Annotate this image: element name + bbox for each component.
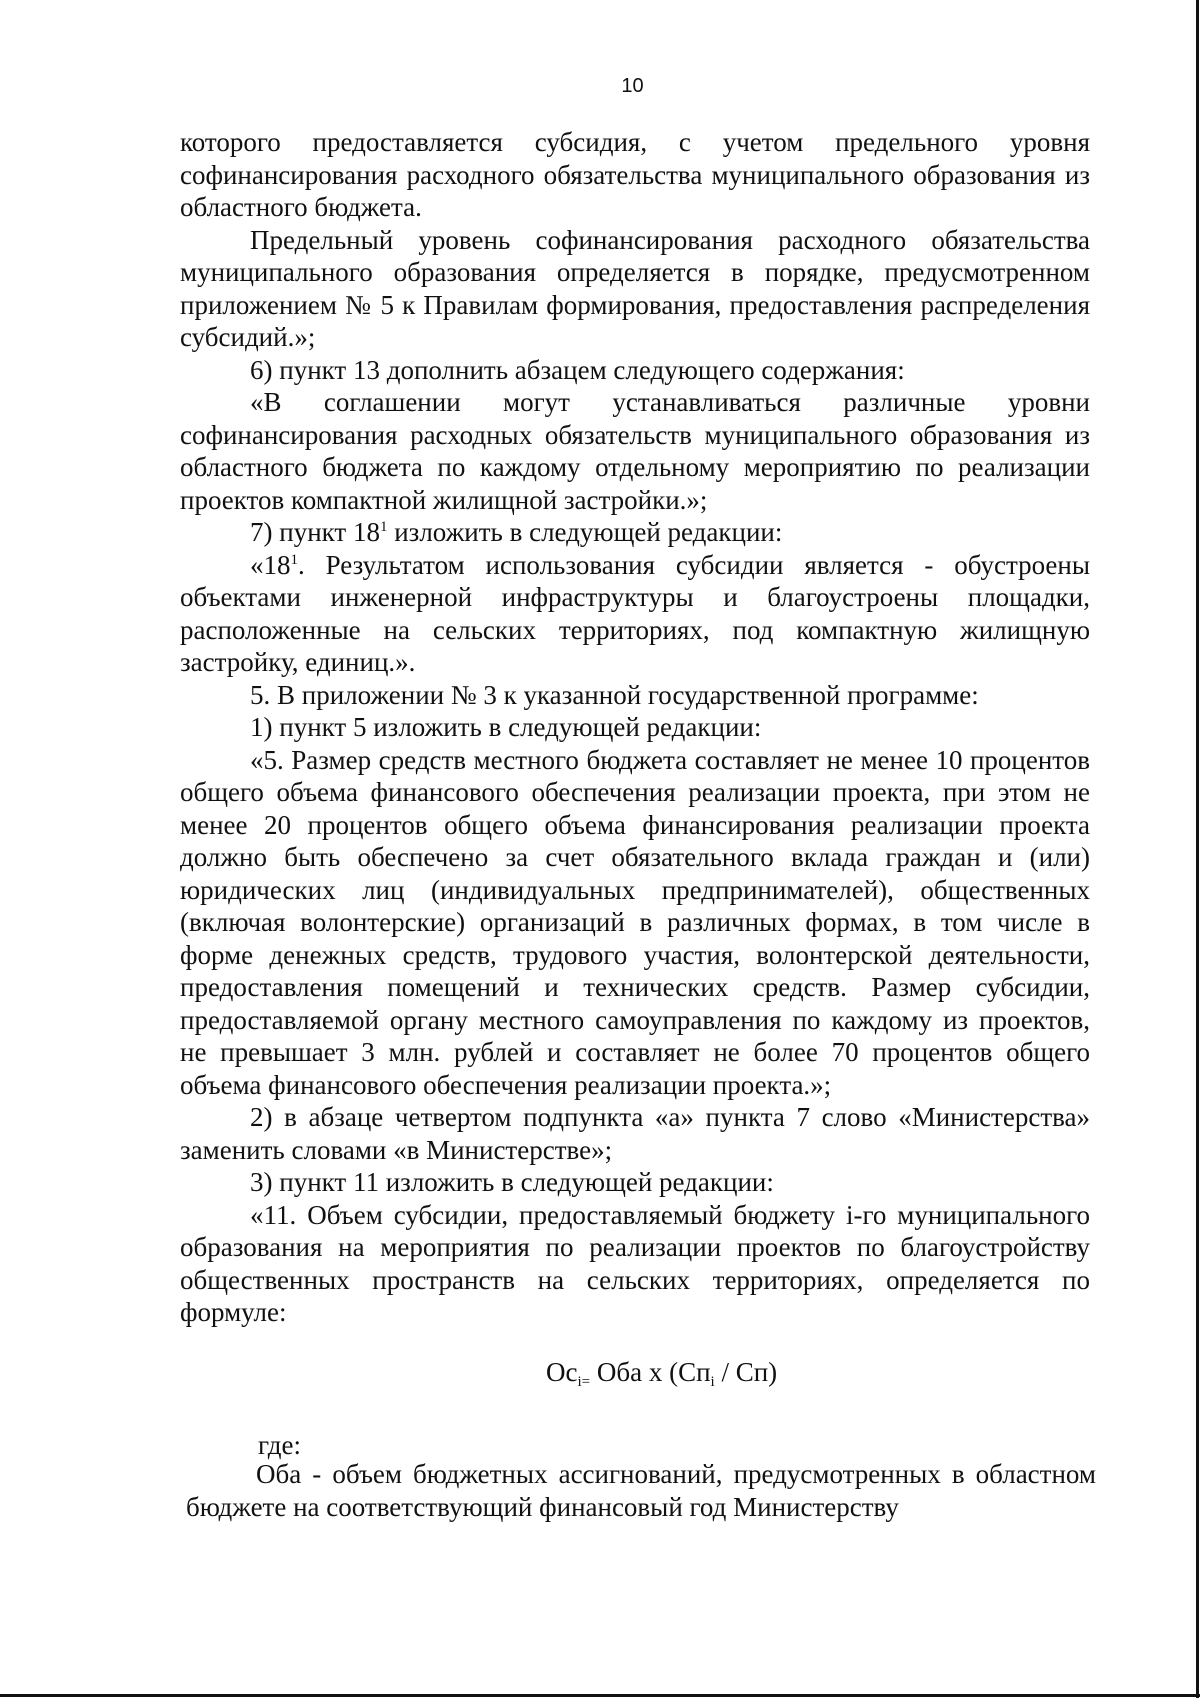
paragraph-subsidy-volume: «11. Объем субсидии, предоставляемый бюджету i-го муниципального образования на мероприятия по реализации проектов по благоустройству общественных пространств на сельских территориях, определяется по формуле: [180,1199,1090,1327]
paragraph-oba-definition: Оба - объем бюджетных ассигнований, предусмотренных в областном бюджете на соответствующий финансовый год Министерству [186,1459,1096,1522]
item-7-superscript: 1 [379,519,388,535]
paragraph-result-of-subsidy [180,549,1090,679]
formula-right-a: Оба х (Сп [596,1357,711,1387]
paragraph-cofinancing-level: Предельный уровень софинансирования расходного обязательства муниципального образования определяется в порядке, предусмотренном приложением № 5 к Правилам формирования, предоставления распределения субсидий.»; [180,224,1090,352]
document-body [180,126,1090,1329]
final-paragraph-block [186,1458,1096,1524]
page-number: 10 [621,75,644,97]
formula-equals: = [581,1374,591,1390]
paragraph-appendix-3: 5. В приложении № 3 к указанной государственной программе: [250,679,979,710]
paragraph-item-7 [180,516,1090,549]
item-7-text-after: изложить в следующей редакции: [387,517,783,547]
formula-right-b: / Сп) [714,1357,778,1387]
paragraph-item-3: 3) пункт 11 изложить в следующей редакции: [250,1167,774,1197]
result-text-after: . Результатом использования субсидии является - обустроены объектами инженерной инфраструктуры и благоустроены площадки, расположенные на сельских территориях, под компактную жилищную застройку, единиц.». [180,549,1090,677]
result-text-before: «18 [250,549,291,580]
formula-right-subscript: i [710,1374,715,1390]
paragraph-item-2: 2) в абзаце четвертом подпункта «а» пункта 7 слово «Министерства» заменить словами «в Министерстве»; [180,1102,1090,1165]
paragraph-local-budget-size: «5. Размер средств местного бюджета составляет не менее 10 процентов общего объема финансового обеспечения реализации проекта, при этом не менее 20 процентов общего объема финансирования реализации проекта должно быть обеспечено за счет обязательного вклада граждан и (или) юридических лиц (индивидуальных предпринимателей), общественных (включая волонтерские) организаций в различных формах, в том числе в форме денежных средств, трудового участия, волонтерской деятельности, предоставления помещений и технических средств. Размер субсидии, предоставляемой органу местного самоуправления по каждому из проектов, не превышает 3 млн. рублей и составляет не более 70 процентов общего объема финансового обеспечения реализации проекта.»; [180,744,1090,1100]
formula-left-subscript: i [577,1374,582,1390]
paragraph-item-6: 6) пункт 13 дополнить абзацем следующего содержания: [250,354,905,385]
formula-left: Ос [546,1357,578,1387]
paragraph-agreement-levels: «В соглашении могут устанавливаться различные уровни софинансирования расходных обязательств муниципального образования из областного бюджета по каждому отдельному мероприятию по реализации проектов компактной жилищной застройки.»; [180,387,1090,515]
result-superscript: 1 [290,551,298,568]
where-label: где: [258,1430,301,1460]
item-7-text-before: 7) пункт 18 [250,517,380,547]
formula [546,1356,777,1398]
paragraph-continuation: которого предоставляется субсидия, с учетом предельного уровня софинансирования расходного обязательства муниципального образования из областного бюджета. [180,127,1090,222]
paragraph-item-1: 1) пункт 5 изложить в следующей редакции: [250,712,762,742]
